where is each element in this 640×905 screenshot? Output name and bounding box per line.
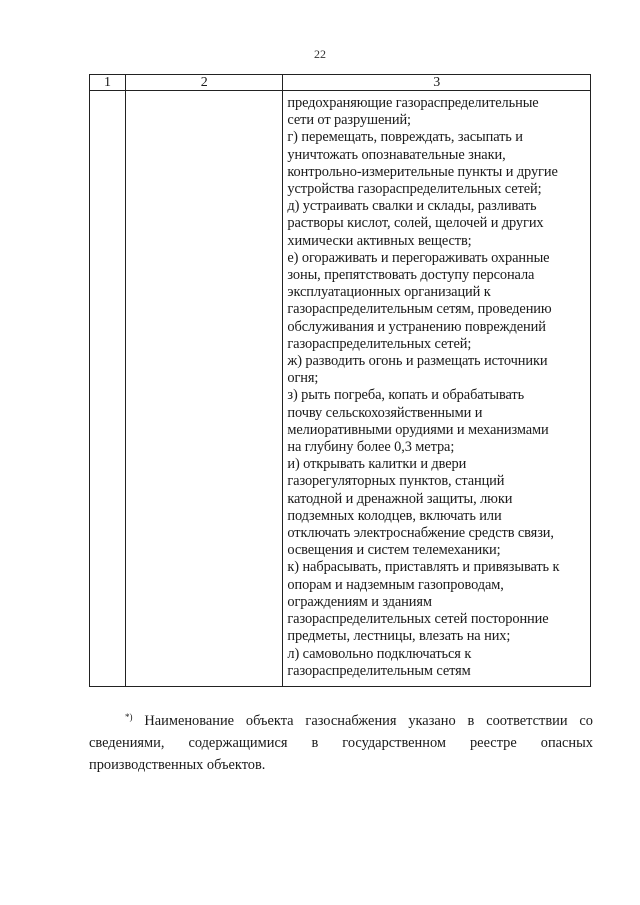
content-line: газораспределительных сетей посторонние bbox=[287, 611, 549, 628]
content-line: г) перемещать, повреждать, засыпать и bbox=[287, 129, 523, 146]
page-number: 22 bbox=[314, 47, 326, 61]
content-line: химически активных веществ; bbox=[287, 232, 472, 249]
content-line: ограждениям и зданиям bbox=[287, 593, 432, 610]
content-line: з) рыть погреба, копать и обрабатывать bbox=[287, 387, 525, 404]
content-line: мелиоративными орудиями и механизмами bbox=[287, 421, 549, 438]
column-header-3: 3 bbox=[283, 75, 591, 91]
column-3-cell bbox=[283, 91, 591, 687]
content-line: подземных колодцев, включать или bbox=[287, 507, 502, 524]
content-line: газораспределительных сетей; bbox=[287, 335, 472, 352]
content-line: контрольно-измерительные пункты и другие bbox=[287, 163, 558, 180]
column-2-cell bbox=[126, 91, 283, 687]
footnote-line-1 bbox=[89, 706, 593, 732]
footnote-text-1: Наименование объекта газоснабжения указано в соответствии со bbox=[144, 713, 593, 729]
content-line: сети от разрушений; bbox=[287, 112, 411, 129]
content-line: газораспределительным сетям, проведению bbox=[287, 301, 552, 318]
column-header-2: 2 bbox=[126, 75, 283, 91]
table-header-row bbox=[90, 75, 591, 91]
content-line: е) огораживать и перегораживать охранные bbox=[287, 249, 550, 266]
content-line: д) устраивать свалки и склады, разливать bbox=[287, 198, 537, 215]
content-line: устройства газораспределительных сетей; bbox=[287, 181, 542, 198]
content-line: эксплуатационных организаций к bbox=[287, 284, 491, 301]
content-line: катодной и дренажной защиты, люки bbox=[287, 490, 513, 507]
column-1-cell bbox=[90, 91, 126, 687]
footnote-line-2: сведениями, содержащимися в государственном реестре опасных bbox=[89, 735, 593, 751]
content-line: ж) разводить огонь и размещать источники bbox=[287, 353, 548, 370]
content-line: отключать электроснабжение средств связи, bbox=[287, 525, 554, 542]
content-line: растворы кислот, солей, щелочей и других bbox=[287, 215, 544, 232]
content-line: газораспределительным сетям bbox=[287, 662, 471, 679]
footnote bbox=[89, 706, 593, 776]
content-line: к) набрасывать, приставлять и привязывать к bbox=[287, 559, 560, 576]
content-line: опорам и надземным газопроводам, bbox=[287, 576, 504, 593]
footnote-line-3: производственных объектов. bbox=[89, 757, 266, 773]
content-line: предметы, лестницы, влезать на них; bbox=[287, 628, 511, 645]
content-line: газорегуляторных пунктов, станций bbox=[287, 473, 505, 490]
content-line: на глубину более 0,3 метра; bbox=[287, 439, 455, 456]
content-line: зоны, препятствовать доступу персонала bbox=[287, 267, 535, 284]
table-row bbox=[90, 91, 591, 687]
content-line: предохраняющие газораспределительные bbox=[287, 95, 539, 111]
content-line: л) самовольно подключаться к bbox=[287, 645, 472, 662]
content-line: и) открывать калитки и двери bbox=[287, 456, 467, 473]
requirements-table bbox=[89, 74, 591, 687]
content-line: обслуживания и устранению повреждений bbox=[287, 318, 546, 335]
content-line: огня; bbox=[287, 370, 319, 387]
column-header-1: 1 bbox=[90, 75, 126, 91]
content-line: уничтожать опознавательные знаки, bbox=[287, 146, 506, 163]
footnote-marker: *) bbox=[125, 712, 133, 722]
content-line: освещения и систем телемеханики; bbox=[287, 542, 501, 559]
content-line: почву сельскохозяйственными и bbox=[287, 404, 483, 421]
